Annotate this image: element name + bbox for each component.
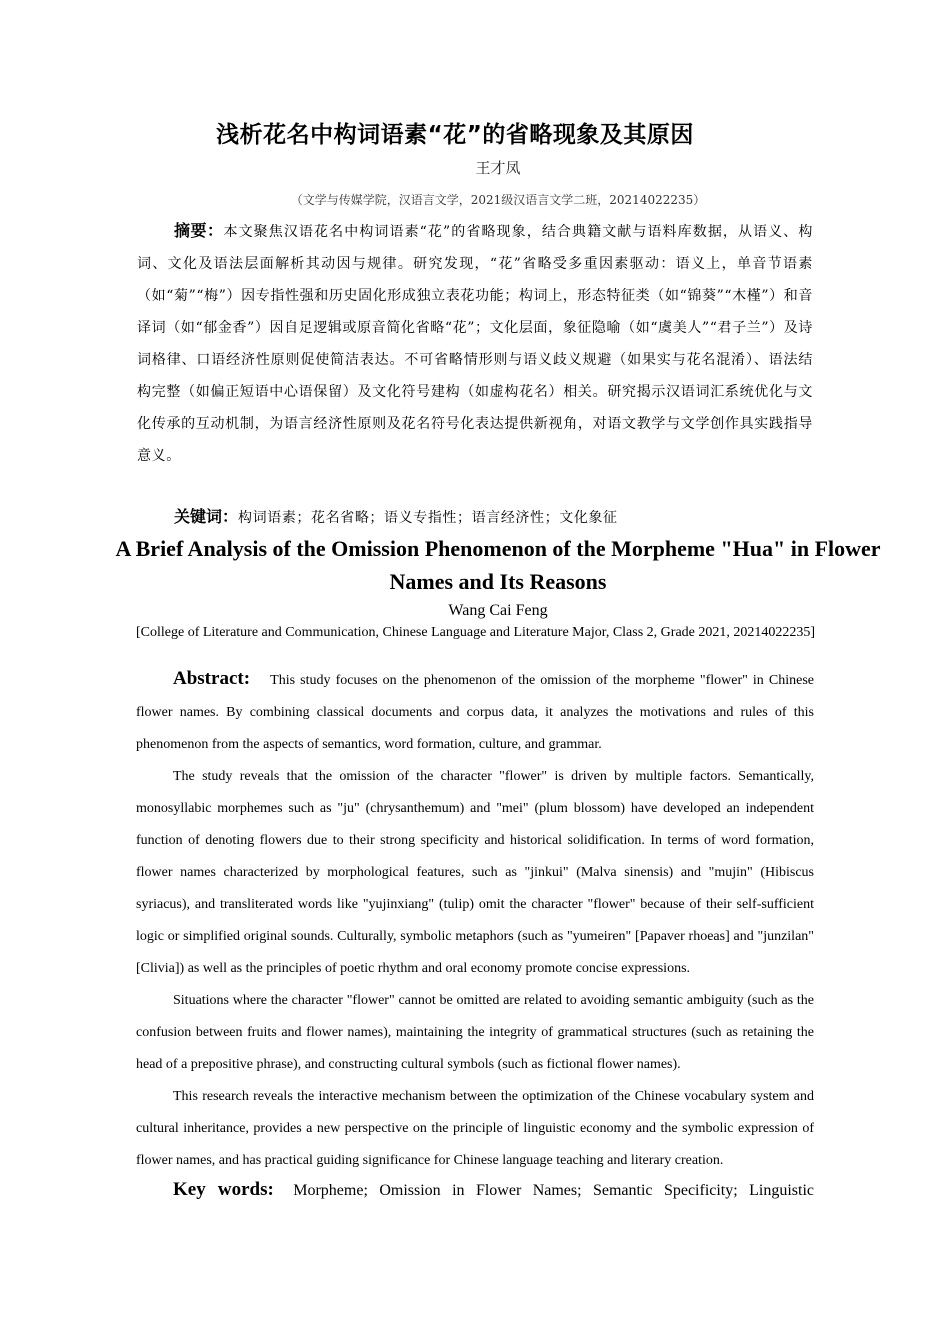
english-author: Wang Cai Feng [448, 602, 548, 619]
chinese-abstract [137, 215, 813, 472]
english-affiliation: [College of Literature and Communication, Chinese Language and Literature Major, Class 2, Grade 2021, 20214022235] [136, 625, 816, 640]
chinese-abstract-label: 摘要： [174, 221, 224, 240]
chinese-keywords-label: 关键词： [174, 507, 239, 526]
english-abstract-label: Abstract: [173, 668, 251, 689]
english-keywords-label: Key words: [173, 1179, 274, 1200]
english-abstract-paragraph-3: Situations where the character "flower" cannot be omitted are related to avoiding semantic ambiguity (such as the confusion between fruits and flower names), maintaining the integrity of grammatical structures (such as retaining the head of a prepositive phrase), and constructing cultural symbols (such as fictional flower names). [136, 993, 814, 1072]
english-abstract-paragraph-2: The study reveals that the omission of the character "flower" is driven by multiple factors. Semantically, monosyllabic morphemes such as "ju" (chrysanthemum) and "mei" (plum blossom) have developed an independent function of denoting flowers due to their strong specificity and historical solidification. In terms of word formation, flower names characterized by morphological features, such as "jinkui" (Malva sinensis) and "mujin" (Hibiscus syriacus), and transliterated words like "yujinxiang" (tulip) omit the character "flower" because of their self-sufficient logic or simplified original sounds. Culturally, symbolic metaphors (such as "yumeiren" [Papaver rhoeas] and "junzilan" [Clivia]) as well as the principles of poetic rhythm and oral economy promote concise expressions. [136, 769, 814, 976]
english-abstract-p1: This study focuses on the phenomenon of the omission of the morpheme "flower" in Chinese flower names. By combining classical documents and corpus data, it analyzes the motivations and rules of this phenomenon from the aspects of semantics, word formation, culture, and grammar. [136, 673, 815, 752]
chinese-affiliation: （文学与传媒学院，汉语言文学，2021级汉语言文学二班，20214022235） [290, 193, 706, 207]
chinese-author: 王才凤 [475, 159, 521, 177]
english-abstract [136, 663, 814, 1177]
chinese-keywords-text: 构词语素；花名省略；语义专指性；语言经济性；文化象征 [238, 510, 618, 526]
english-keywords-text: Morpheme; Omission in Flower Names; Semantic Specificity; Linguistic [293, 1182, 814, 1199]
english-title: A Brief Analysis of the Omission Phenomenon of the Morpheme "Hua" in Flower Names and Its Reasons [115, 536, 881, 594]
english-abstract-paragraph-1 [136, 663, 814, 761]
english-keywords [136, 1175, 814, 1206]
english-abstract-paragraph-4: This research reveals the interactive mechanism between the optimization of the Chinese vocabulary system and cultural inheritance, provides a new perspective on the principle of linguistic economy and the symbolic expression of flower names, and has practical guiding significance for Chinese language teaching and literary creation. [136, 1089, 814, 1168]
chinese-title: 浅析花名中构词语素“花”的省略现象及其原因 [216, 122, 694, 148]
chinese-keywords [174, 503, 618, 532]
chinese-abstract-text: 本文聚焦汉语花名中构词语素“花”的省略现象，结合典籍文献与语料库数据，从语义、构词、文化及语法层面解析其动因与规律。研究发现，“花”省略受多重因素驱动：语义上，单音节语素（如“菊”“梅”）因专指性强和历史固化形成独立表花功能；构词上，形态特征类（如“锦葵”“木槿”）和音译词（如“郁金香”）因自足逻辑或原音简化省略“花”；文化层面，象征隐喻（如“虞美人”“君子兰”）及诗词格律、口语经济性原则促使简洁表达。不可省略情形则与语义歧义规避（如果实与花名混淆）、语法结构完整（如偏正短语中心语保留）及文化符号建构（如虚构花名）相关。研究揭示汉语词汇系统优化与文化传承的互动机制，为语言经济性原则及花名符号化表达提供新视角，对语文教学与文学创作具实践指导意义。 [137, 224, 813, 464]
